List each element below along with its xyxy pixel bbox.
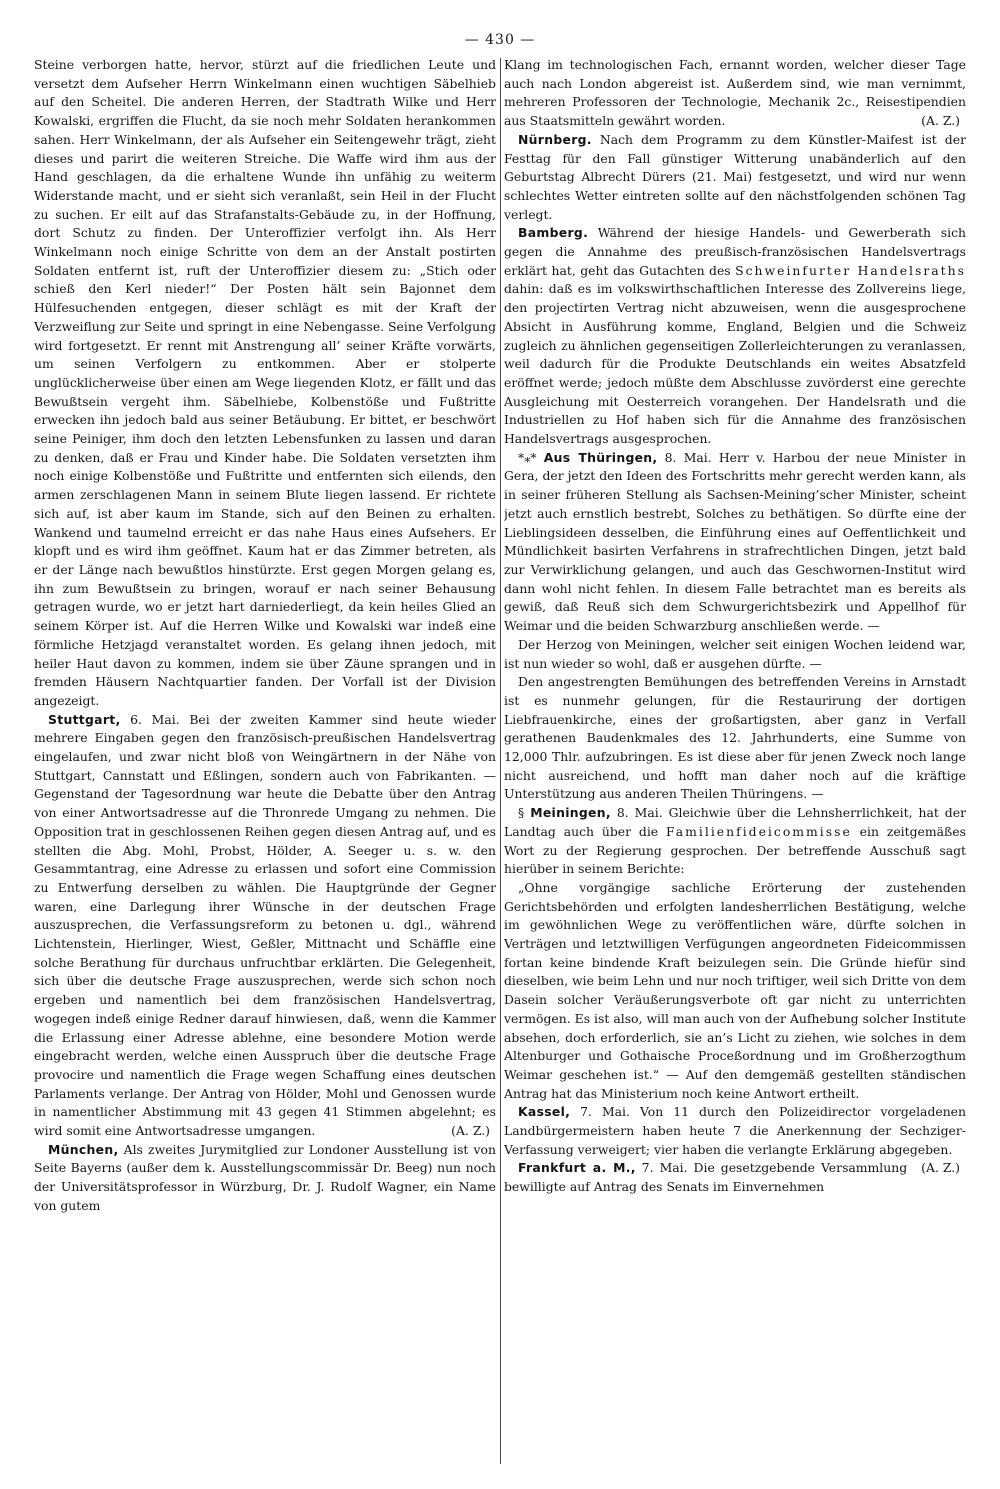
dateline-kassel: Kassel, bbox=[518, 1104, 571, 1120]
dateline-bamberg: Bamberg. bbox=[518, 225, 589, 241]
article-bamberg-text-a: Während der hiesige Handels- und Gewerberath sich gegen die Annahme des preußisch-französischen Handelsvertrags erklärt hat, geht das Gutachten des bbox=[504, 225, 966, 278]
article-frankfurt-text: 7. Mai. Die gesetzgebende Versammlung bewilligte auf Antrag des Senats im Einvernehmen bbox=[504, 1160, 908, 1195]
dateline-meiningen: Meiningen, bbox=[530, 805, 611, 821]
article-meiningen-text-b: ein zeitgemäßes Wort zu der Regierung gesprochen. Der betreffende Ausschuß sagt hierüber in seinem Berichte: bbox=[504, 823, 966, 877]
spaced-emphasis: Familienfideicommisse bbox=[666, 823, 852, 839]
left-column bbox=[34, 56, 496, 1466]
article-muenchen bbox=[34, 1141, 496, 1216]
article-arnstadt: Den angestrengten Bemühungen des betreffenden Vereins in Arnstadt ist es nunmehr gelungen, für die Restaurirung der dortigen Liebfrauenkirche, eines der großartigsten, aber ganz in Verfall gerathenen Baudenkmales des 12. Jahrhunderts, eine Summe von 12,000 Thlr. aufzubringen. Es ist diese aber für jenen Zweck noch lange nicht ausreichend, und hofft man daher noch auf die kräftige Unterstützung aus anderen Theilen Thüringens. — bbox=[504, 674, 966, 802]
page-number: — 430 — bbox=[464, 32, 536, 48]
dateline-nuernberg: Nürnberg. bbox=[518, 131, 592, 147]
dateline-stuttgart: Stuttgart, bbox=[48, 711, 121, 727]
section-prefix: § bbox=[518, 805, 531, 821]
two-column-body bbox=[34, 56, 966, 1466]
article-herzog: Der Herzog von Meiningen, welcher seit einigen Wochen leidend war, ist nun wieder so wohl, daß er ausgehen dürfte. — bbox=[504, 636, 966, 671]
article-nuernberg bbox=[504, 131, 966, 225]
article-winkelmann: Steine verborgen hatte, hervor, stürzt auf die friedlichen Leute und versetzt dem Aufseher Herrn Winkelmann einen wuchtigen Säbelhieb auf den Scheitel. Die anderen Herren, der Stadtrath Wilke und Herr Kowalski, ergriffen die Flucht, da sie noch mehr Soldaten herankommen sahen. Herr Winkelmann, der als Aufseher ein Seitengewehr trägt, zieht dieses und parirt die weiteren Streiche. Die Waffe wird ihm aus der Hand geschlagen, da die erhaltene Wunde ihn unfähig zu weiterm Widerstande macht, und er sieht sich veranlaßt, sein Heil in der Flucht zu suchen. Er eilt auf das Strafanstalts-Gebäude zu, in der Hoffnung, dort Schutz zu finden. Der Unteroffizier verfolgt ihn. Als Herr Winkelmann noch einige Schritte von dem an der Anstalt postirten Soldaten entfernt ist, ruft der Unteroffizier diesem zu: „Stich oder schieß den Kerl nieder!“ Der Posten hält sein Bajonnet dem Hülfesuchenden entgegen, dieser schlägt es mit der Kraft der Verzweiflung zur Seite und springt in eine Nebengasse. Seine Verfolgung wird fortgesetzt. Er rennt mit Anstrengung all’ seiner Kräfte vorwärts, um seinen Verfolgern zu entkommen. Aber er stolperte unglücklicherweise über einen am Wege liegenden Klotz, er fällt und das Bewußtsein vergeht ihm. Säbelhiebe, Kolbenstöße und Fußtritte erwecken ihn jedoch bald aus seiner Betäubung. Er bittet, er beschwört seine Peiniger, ihm doch den letzten Lebensfunken zu lassen und daran zu denken, daß er Frau und Kinder habe. Die Soldaten versetzten ihm noch einige Kolbenstöße und Fußtritte und entfernten sich eilends, den armen zerschlagenen Mann in seinem Blute liegen lassend. Er richtete sich auf, ist aber kaum im Stande, sich auf den Beinen zu erhalten. Wankend und taumelnd erreicht er das nahe Haus eines Aufsehers. Er klopft und es wird ihm geöffnet. Kaum hat er das Zimmer betreten, als er der Länge nach bewußtlos hinstürzte. Erst gegen Morgen gelang es, ihn zum Bewußtsein zu bringen, worauf er nach seiner Behausung getragen wurde, wo er jetzt hart darniederliegt, da kein heiles Glied an seinem Körper ist. Auf die Herren Wilke und Kowalski war indeß eine förmliche Hetzjagd veranstaltet worden. Es gelang ihnen jedoch, mit heiler Haut davon zu kommen, indem sie über Zäune sprangen und in fremden Häusern Nachtquartier fanden. Der Vorfall ist der Division angezeigt. bbox=[34, 57, 496, 708]
article-nuernberg-text: Nach dem Programm zu dem Künstler-Maifest ist der Festtag für den Fall günstiger Witterung unabänderlich auf den Geburtstag Albrecht Dürers (21. Mai) festgesetzt, und wird nur wenn schlechtes Wetter eintreten sollte auf den nächstfolgenden schönen Tag verlegt. bbox=[504, 131, 966, 222]
article-thueringen bbox=[504, 449, 966, 636]
article-kassel-text: 7. Mai. Von 11 durch den Polizeidirector vorgeladenen Landbürgermeistern haben heute 7 die Anerkennung der Sechziger-Verfassung verweigert; vier haben die verlangte Erklärung abgegeben. bbox=[504, 1104, 966, 1157]
article-muenchen-continued-text: Klang im technologischen Fach, ernannt worden, welcher dieser Tage auch nach London abgereist ist. Außerdem sind, wie man vernimmt, mehreren Professoren der Technologie, Mechanik 2c., Reisestipendien aus Staatsmitteln gewährt worden. bbox=[504, 57, 966, 129]
quoted-report: „Ohne vorgängige sachliche Erörterung der zustehenden Gerichtsbehörden und erfolgten landesherrlichen Bestätigung, welche im gewöhnlichen Wege zu veröffentlichen wäre, dürfte solchen in Verträgen und letztwilligen Verfügungen angeordneten Fideicommissen fortan keine bindende Kraft beizulegen sein. Die Gründe hiefür sind dieselben, wie beim Lehn und nur noch triftiger, weil sich Dritte von dem Dasein solcher Veräußerungsverbote oft gar nicht zu unterrichten vermögen. Es ist also, will man auch von der Aufhebung solcher Institute absehen, doch erforderlich, sie an’s Licht zu ziehen, wie solches in dem Altenburger und Gothaische Proceßordnung und im Großherzogthum Weimar geschehen ist.“ — Auf den demgemäß gestellten ständischen Antrag hat das Ministerium noch keine Antwort ertheilt. bbox=[504, 879, 966, 1101]
dateline-frankfurt: Frankfurt a. M., bbox=[518, 1160, 636, 1176]
dateline-thueringen: Aus Thüringen, bbox=[543, 449, 658, 465]
spaced-emphasis: Schweinfurter Handelsraths bbox=[735, 262, 966, 278]
article-muenchen-text: Als zweites Jurymitglied zur Londoner Ausstellung ist von Seite Bayerns (außer dem k. Ausstellungscommissär Dr. Beeg) nun noch der Universitätsprofessor in Würzburg, Dr. J. Rudolf Wagner, ein Name von gutem bbox=[34, 1141, 496, 1213]
source-signature: (A. Z.) bbox=[921, 1160, 960, 1176]
column-divider bbox=[500, 58, 501, 1464]
article-stuttgart-text: 6. Mai. Bei der zweiten Kammer sind heute wieder mehrere Eingaben gegen den französisch-preußischen Handelsvertrag eingelaufen, und zwar nicht bloß von Weingärtnern in der Nähe von Stuttgart, Cannstatt und Eßlingen, sondern auch von Fabrikanten. — Gegenstand der Tagesordnung war heute die Debatte über den Antrag von einer Antwortsadresse auf die Thronrede Umgang zu nehmen. Die Opposition trat in geschlossenen Reihen gegen diesen Antrag auf, und es stellten die Abg. Mohl, Probst, Hölder, A. Seeger u. s. w. den Gesammtantrag, eine Adresse zu erlassen und sofort eine Commission zu Entwerfung derselben zu wählen. Die Hauptgründe der Gegner waren, eine Darlegung ihrer Wünsche in der deutschen Frage auszusprechen, die Verfassungsreform zu betonen u. dgl., während Lichtenstein, Hierlinger, Wiest, Geßler, Mittnacht und Schäffle eine solche Berathung für durchaus unfruchtbar erklärten. Die Gelegenheit, sich über die deutsche Frage auszusprechen, werde sich schon noch ergeben und namentlich bei dem französischen Handelsvertrag, wogegen indeß einige Redner darauf hinwiesen, daß, wenn die Kammer die Erlassung einer Adresse ablehne, eine besondere Motion werde eingebracht werden, welche einen Ausspruch über die deutsche Frage provocire und namentlich die Frage wegen Schaffung eines deutschen Parlaments verlange. Der Antrag von Hölder, Mohl und Genossen wurde in namentlicher Abstimmung mit 43 gegen 41 Stimmen abgelehnt; es wird somit eine Antwortsadresse umgangen. bbox=[34, 711, 496, 1139]
article-thueringen-text: 8. Mai. Herr v. Harbou der neue Minister in Gera, der jetzt den Ideen des Fortschritts mehr gerecht werden kann, als in seiner früheren Stellung als Sachsen-Meining’scher Minister, scheint jetzt auch ernstlich bestrebt, Solches zu bethätigen. So dürfte eine der Lieblingsideen desselben, die Einführung eines auf Oeffentlichkeit und Mündlichkeit basirten Verfahrens in strafrechtlichen Dingen, jetzt bald zur Verwirklichung gelangen, und auch das Geschwornen-Institut wird dann wohl nicht fehlen. In diesem Falle betrachtet man es bereits als gewiß, daß Reuß sich dem Schwurgerichtsbezirk und Appellhof für Weimar und die beiden Schwarzburg anschließen werde. — bbox=[504, 449, 966, 634]
right-column bbox=[504, 56, 966, 1466]
article-meiningen-text-a: 8. Mai. Gleichwie über die Lehnsherrlichkeit, hat der Landtag auch über die bbox=[504, 805, 966, 839]
asterism-prefix: *⁎* bbox=[518, 449, 544, 465]
source-signature: (A. Z.) bbox=[921, 113, 960, 129]
article-stuttgart bbox=[34, 711, 496, 1141]
source-signature: (A. Z.) bbox=[451, 1123, 490, 1139]
article-meiningen bbox=[504, 804, 966, 879]
article-bamberg-text-b: dahin: daß es im volkswirthschaftlichen Interesse des Zollvereins liege, den projectirten Vertrag nicht abzuweisen, wenn die ausgesprochene Absicht in Ausführung komme, England, Belgien und die Schweiz zugleich zu ähnlichen gegenseitigen Zollerleichterungen zu veranlassen, weil dadurch für die Produkte Deutschlands ein weites Absatzfeld eröffnet werde; jedoch müßte dem Abschlusse zuvörderst eine gerechte Ausgleichung mit Oesterreich vorangehen. Der Handelsrath und die Industriellen zu Hof haben sich für die Annahme des französischen Handelsvertrags ausgesprochen. bbox=[504, 281, 966, 447]
dateline-muenchen: München, bbox=[48, 1141, 119, 1157]
article-muenchen-continued bbox=[504, 56, 966, 131]
article-frankfurt bbox=[504, 1159, 966, 1196]
article-bamberg bbox=[504, 224, 966, 448]
